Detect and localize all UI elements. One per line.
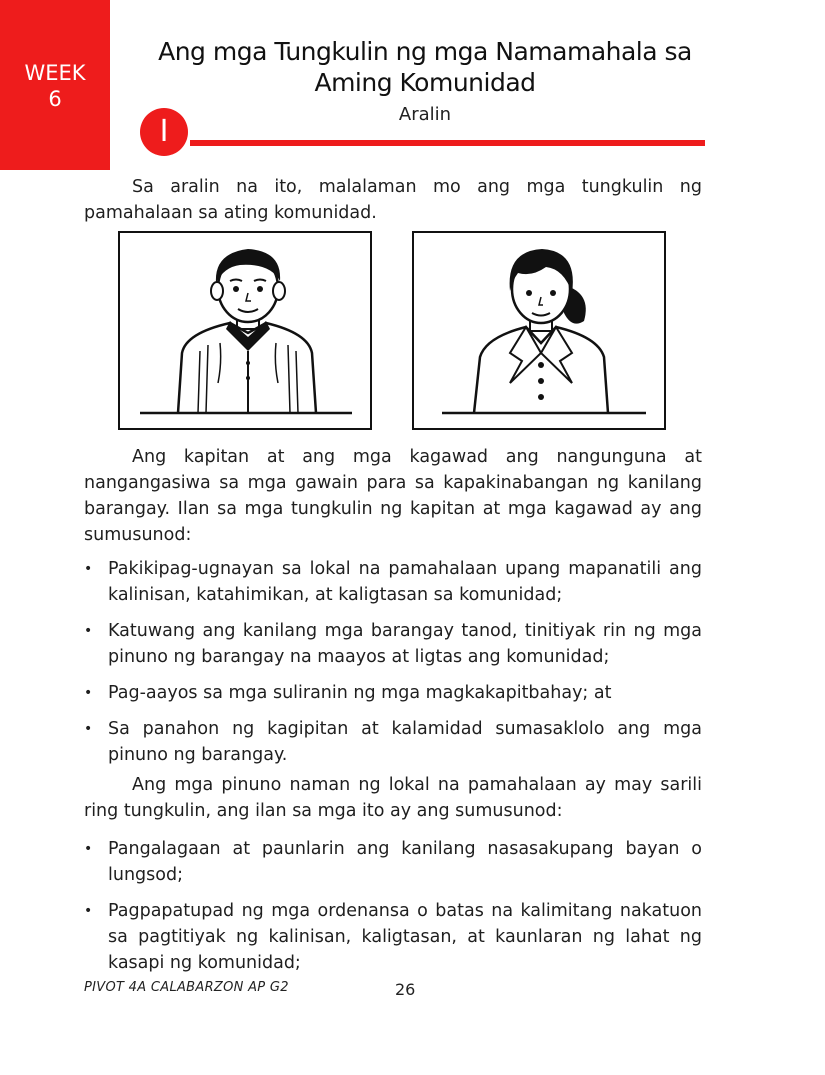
lokal-text: Ang mga pinuno naman ng lokal na pamahalaan ay may sarili ring tungkulin, ang ilan sa mga ito ay ang sumusunod: <box>84 775 702 821</box>
lokal-paragraph <box>84 772 702 824</box>
woman-portrait-frame <box>412 231 666 430</box>
week-label: WEEK <box>24 61 86 85</box>
section-divider <box>190 140 705 146</box>
list-item: • Pakikipag-ugnayan sa lokal na pamahalaan upang mapanatili ang kalinisan, katahimikan, at kaligtasan sa komunidad; <box>84 556 702 608</box>
kapitan-text: Ang kapitan at ang mga kagawad ang nangunguna at nangangasiwa sa mga gawain para sa kapakinabangan ng kanilang barangay. Ilan sa mga tungkulin ng kapitan at mga kagawad ay ang sumusunod: <box>84 447 702 545</box>
man-portrait-frame <box>118 231 372 430</box>
woman-icon <box>414 233 664 428</box>
lokal-duties-list <box>84 836 702 976</box>
man-icon <box>120 233 370 428</box>
list-item: • Pangalagaan at paunlarin ang kanilang nasasakupang bayan o lungsod; <box>84 836 702 888</box>
intro-text: Sa aralin na ito, malalaman mo ang mga tungkulin ng pamahalaan sa ating komunidad. <box>84 177 702 223</box>
page-title: Ang mga Tungkulin ng mga Namamahala sa Aming Komunidad <box>158 37 692 97</box>
list-item: • Pagpapatupad ng mga ordenansa o batas na kalimitang nakatuon sa pagtitiyak ng kalinisan, kaligtasan, at kaunlaran ng lahat ng kasapi ng komunidad; <box>84 898 702 976</box>
intro-paragraph <box>84 174 702 226</box>
footer-source: PIVOT 4A CALABARZON AP G2 <box>84 980 289 995</box>
list-item: • Pag-aayos sa mga suliranin ng mga magkakapitbahay; at <box>84 680 702 706</box>
week-badge <box>0 0 110 170</box>
barangay-duties-list <box>84 556 702 768</box>
section-label: Aralin <box>398 104 452 125</box>
list-item: • Sa panahon ng kagipitan at kalamidad sumasaklolo ang mga pinuno ng barangay. <box>84 716 702 768</box>
list-item: • Katuwang ang kanilang mga barangay tanod, tinitiyak rin ng mga pinuno ng barangay na maayos at ligtas ang komunidad; <box>84 618 702 670</box>
kapitan-paragraph <box>84 444 702 548</box>
week-number: 6 <box>48 87 62 111</box>
section-letter-badge: I <box>140 108 188 156</box>
page-number: 26 <box>395 980 416 999</box>
